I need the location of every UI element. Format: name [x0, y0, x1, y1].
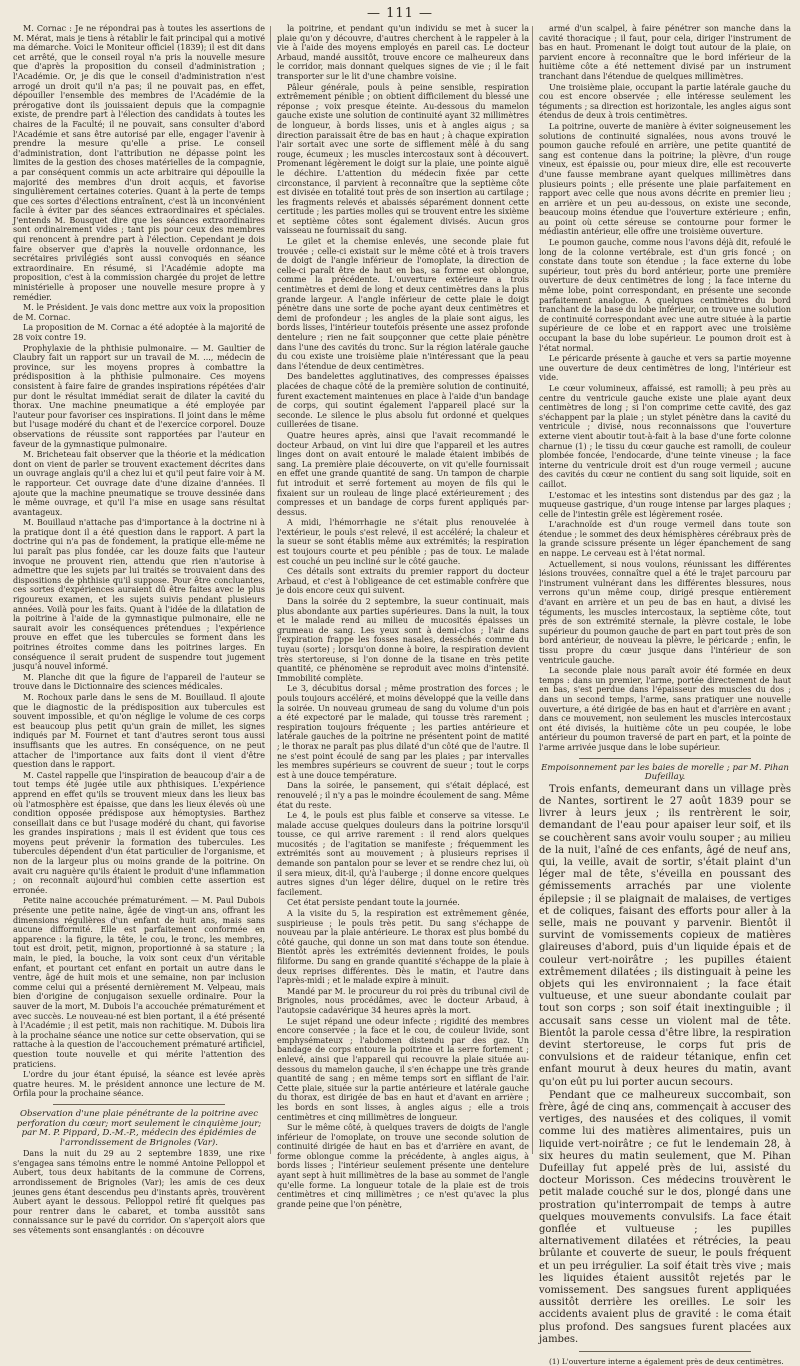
paragraph: Actuellement, si nous voulons, réunissant les différentes lésions trouvées, connaître quel a été le trajet parcouru par l'instrument vulnérant dans les différentes blessures, nous verrons qu'un même coup, dirigé presque entièrement d'avant en arrière et un peu de bas en haut, a divisé les téguments, les muscles intercostaux, la septième côte, tout près de son extrémité sternale, la plèvre costale, le lobe supérieur du poumon gauche de part en part tout près de son bord antérieur, de nouveau la plèvre, le péricarde ; enfin, le tissu propre du cœur jusque dans l'intérieur de son ventricule gauche. [539, 559, 791, 665]
paragraph: Pâleur générale, pouls à peine sensible, respiration extrêmement pénible ; on obtient difficilement du blessé une réponse ; voix presque éteinte. Au-dessous du mamelon gauche existe une solution de continuité ayant 32 millimètres de longueur, à bords lisses, unis et à angles aigus ; sa direction paraissait être de bas en haut ; à chaque expiration l'air sortait avec une sorte de sifflement mêlé à du sang rouge, écumeux ; les muscles intercostaux sont à découvert. Promenant légèrement le doigt sur la plaie, une pointe aiguë le déchire. L'attention du médecin fixée par cette circonstance, il parvient à reconnaître que la septième côte est divisée en totalité tout près de son insertion au cartilage ; les fragments relevés et abaissés séparément donnent cette certitude ; les parties molles qui se trouvent entre les sixième et septième côtes sont également divisés. Aucun gros vaisseau ne fournissait du sang. [277, 82, 529, 236]
paragraph: M. Bouillaud n'attache pas d'importance à la doctrine ni à la pratique dont il a été question dans le rapport. A part la doctrine qui n'a pas de fondement, la pratique elle-même ne lui paraît pas plus fondée, car les douze faits que l'auteur invoque ne prouvent rien, attendu que rien n'autorise à admettre que les sujets par lui traités se trouvaient dans des dispositions de phthisie qu'il suppose. Pour être concluantes, ces sortes d'expériences auraient dû être faites avec le plus rigoureux examen, et les sujets suivis pendant plusieurs années. Voilà pour les faits. Quant à l'idée de la dilatation de la poitrine à l'aide de la gymnastique pulmonaire, elle ne saurait avoir les conséquences prétendues ; l'expérience prouve en effet que les tubercules se forment dans les poitrines étroites comme dans les poitrines larges. En conséquence il serait prudent de suspendre tout jugement jusqu'à nouvel informé. [13, 518, 265, 672]
footnote: (1) L'ouverture interne a également près de deux centimètres. [549, 1357, 784, 1366]
column-1 [13, 24, 265, 1236]
article-body [13, 1149, 265, 1235]
paragraph: Le sujet répand une odeur infecte ; rigidité des membres encore conservée ; la face et le cou, de couleur livide, sont emphysémateux ; l'abdomen distendu par des gaz. Un bandage de corps entoure la poitrine et la serre fortement ; enlevé, ainsi que l'appareil qui recouvre la plaie située au-dessous du mamelon gauche, il s'en échappe une très grande quantité de sang ; en même temps sort en sifflant de l'air. Cette plaie, située sur la partie antérieure et latérale gauche du thorax, est dirigée de bas en haut et d'avant en arrière ; les bords en sont lisses, à angles aigus ; elle a trois centimètres et cinq millimètres de longueur. [277, 1016, 529, 1122]
paragraph: Petite naine accouchée prématurément. — M. Paul Dubois présente une petite naine, âgée de vingt-un ans, offrant les dimensions régulières d'un enfant de huit ans, mais sans aucune difformité. Elle est parfaitement conformée en apparence : la figure, la tête, le cou, le tronc, les membres, tout est droit, petit, mignon, proportionné à sa stature ; la main, le pied, la bouche, la voix sont ceux d'un véritable enfant, et pourtant cet enfant en portait un autre dans le ventre, âgé de huit mois et une semaine, non par inclusion comme celui qui a présenté dernièrement M. Velpeau, mais bien d'origine de conjugaison sexuelle ordinaire. Pour la sauver de la mort, M. Dubois l'a accouchée prématurément et avec succès. Le nouveau-né est bien portant, il a été présenté à l'Académie ; il est petit, mais non rachitique. M. Dubois lira à la prochaine séance une notice sur cette observation, qui se rattache à la question de l'accouchement prématuré artificiel, question toute nouvelle et qui mérite l'attention des praticiens. [13, 896, 265, 1069]
paragraph: La poitrine, ouverte de manière à éviter soigneusement les solutions de continuité signalées, nous avons trouvé le poumon gauche refoulé en arrière, une petite quantité de sang est contenue dans la poitrine; la plèvre, d'un rouge vineux, est épaissie ou, pour mieux dire, elle est recouverte d'une fausse membrane ayant quelques millimètres dans plusieurs points ; elle présente une plaie parfaitement en rapport avec celle que nous avons décrite en premier lieu ; en arrière et un peu au-dessous, on existe une seconde, beaucoup moins étendue que l'ouverture extérieure ; enfin, au point où cette séreuse se contourne pour former le médiastin antérieur, elle offre une troisième ouverture. [539, 121, 791, 237]
paragraph: Le gilet et la chemise enlevés, une seconde plaie fut trouvée ; celle-ci existait sur le même côté et à trois travers de doigt de l'angle inférieur de l'omoplate, la direction de celle-ci paraît être de haut en bas, sa forme est oblongue, comme la précédente. L'ouverture extérieure a trois centimètres et demi de long et deux centimètres dans la plus grande largeur. A l'angle inférieur de cette plaie le doigt pénètre dans une sorte de poche ayant deux centimètres et demi de profondeur ; les angles de la plaie sont aigus, les bords lisses, l'intérieur toutefois présente une assez profonde dentelure ; rien ne fait soupçonner que cette plaie pénètre dans l'une des cavités du tronc. Sur la région latérale gauche du cou existe une troisième plaie n'intéressant que la peau dans l'étendue de deux centimètres. [277, 237, 529, 371]
article-heading: Observation d'une plaie pénétrante de la poitrine avec perforation du cœur; mort seulement le cinquième jour; par M. P. Pippard, D.-M.-P., médecin des épidémies de l'arrondissement de Brignoles (Var). [16, 1108, 262, 1148]
paragraph: Pendant que ce malheureux succombait, son frère, âgé de cinq ans, commençait à accuser des vertiges, des nausées et des coliques, il vomit comme lui des matières alimentaires, puis un liquide vert-noirâtre ; ce fut le lendemain 28, à six heures du matin seulement, que M. Pihan Dufeillay fut appelé près de lui, assisté du docteur Morisson. Ces médecins trouvèrent le petit malade couché sur le dos, plongé dans une prostration qu'interrompait de temps à autre quelques mouvements convulsifs. La face était gonflée et vultueuse ; les pupilles alternativement dilatées et rétrécies, la peau brûlante et couverte de sueur, le pouls fréquent et un peu irrégulier. La soif était très vive ; mais les liquides étaient aussitôt rejetés par le vomissement. Des sangsues furent appliquées aussitôt derrière les oreilles. Le soir les accidents avaient plus de gravité : le coma était plus profond. Des sangsues furent placées aux jambes. [539, 1089, 791, 1345]
paragraph: Dans la nuit du 29 au 2 septembre 1839, une rixe s'engagea sans témoins entre le nommé Antoine Pelloppol et Aubert, tous deux habitants de la commune de Correns, arrondissement de Brignoles (Var); les amis de ces deux jeunes gens étant descendus peu d'instants après, trouvèrent Aubert ayant le dessous. Pelloppol retiré fit quelques pas pour rentrer dans le cabaret, et tomba aussitôt sans connaissance sur le pavé du corridor. On s'aperçoit alors que ses vêtements sont ensanglantés : on découvre [13, 1149, 265, 1236]
paragraph: Le péricarde présente à gauche et vers sa partie moyenne une ouverture de deux centimètres de long, l'intérieur est vide. [539, 354, 791, 383]
footnote-divider [579, 1351, 751, 1352]
section-divider [579, 758, 751, 759]
paragraph: Prophylaxie de la phthisie pulmonaire. — M. Gaultier de Claubry fait un rapport sur un travail de M. ..., médecin de province, sur les moyens propres à combattre la prédisposition à la phthisie pulmonaire. Ces moyens consistent à faire faire de grandes inspirations répétées d'air pur dont le résultat immédiat serait de dilater la cavité du thorax. Une machine pneumatique a été employée par l'auteur pour favoriser ces inspirations. Il joint dans le même but l'usage modéré du chant et de l'exercice corporel. Douze observations de réussite sont rapportées par l'auteur en faveur de la gymnastique pulmonaire. [13, 343, 265, 449]
paragraph: L'arachnoïde est d'un rouge vermeil dans toute son étendue ; le sommet des deux hémisphères cérébraux près de la grande scissure présente un léger épanchement de sang en nappe. Le cerveau est à l'état normal. [539, 520, 791, 559]
paragraph: armé d'un scalpel, à faire pénétrer son manche dans la cavité thoracique ; il faut, pour cela, diriger l'instrument de bas en haut. Promenant le doigt tout autour de la plaie, on parvient encore à reconnaître que le bord inférieur de la huitième côte a été nettement divisé par un instrument tranchant dans l'étendue de quelques millimètres. [539, 24, 791, 81]
column-rule [532, 26, 533, 1154]
column-3 [539, 24, 791, 1366]
paragraph: Le 4, le pouls est plus faible et conserve sa vitesse. Le malade accuse quelques douleurs dans la poitrine lorsqu'il tousse, ce qui arrive rarement : il rend alors quelques mucosités ; de l'agitation se manifeste ; fréquemment les extrémités sont au mouvement ; à plusieurs reprises il demande son pantalon pour se lever et se rendre chez lui, où il sera mieux, dit-il, qu'à l'auberge ; il donne encore quelques autres signes d'un léger délire, duquel on le retire très facilement. [277, 811, 529, 897]
article-body [539, 784, 791, 1346]
paragraph: Des bandelettes agglutinatives, des compresses épaisses placées de chaque côté de la première solution de continuité, furent exactement maintenues en place à l'aide d'un bandage de corps, qui soutint également l'appareil placé sur la seconde. Le silence le plus absolu fut ordonné et quelques cuillerées de tisane. [277, 372, 529, 430]
paragraph: A la visite du 5, la respiration est extrêmement gênée, suspirieuse ; le pouls très petit. Du sang s'échappe de nouveau par la plaie antérieure. Le thorax est plus bombé du côté gauche, qui donne un son mat dans toute son étendue. Bientôt après les extrémités deviennent froides, le pouls filiforme. Du sang en grande quantité s'échappe de la plaie à deux reprises différentes. Dès le matin, et l'autre dans l'après-midi ; et le malade expire à minuit. [277, 909, 529, 986]
paragraph: Dans la soirée du 2 septembre, la sueur continuait, mais plus abondante aux parties supérieures. Dans la nuit, la toux et le malade rend au milieu de mucosités épaisses un grumeau de sang. Les yeux sont à demi-clos ; l'air dans l'expiration frappe les fosses nasales, desséchés comme du tuyau (sorte) ; lorsqu'on donne à boire, la respiration devient très stertoreuse, si l'on donne de la tisane en très petite quantité, ce phénomène se reproduit avec moins d'intensité. Immobilité complète. [277, 597, 529, 683]
article-heading: Empoisonnement par les baies de morelle ; par M. Pihan Dufeillay. [541, 762, 789, 783]
page-number: — 111 — [366, 6, 434, 21]
paragraph: Le cœur volumineux, affaissé, est ramolli; à peu près au centre du ventricule gauche existe une plaie ayant deux centimètres de long ; si l'on comprime cette cavité, des gaz s'échappent par la plaie ; un stylet pénètre dans la cavité du ventricule ; divisé, nous reconnaissons que l'ouverture externe vient aboutir tout-à-fait à la base d'une forte colonne charnue (1) ; le tissu du cœur gauche est ramolli, de couleur plombée foncée, l'endocarde, d'une teinte vineuse ; la face interne du ventricule droit est d'un rouge vermeil ; aucune des cavités du cœur ne contient du sang soit liquide, soit en caillot. [539, 383, 791, 489]
paragraph: M. Planche dit que la figure de l'appareil de l'auteur se trouve dans le Dictionnaire des sciences médicales. [13, 672, 265, 692]
section-divider [53, 1104, 225, 1105]
paragraph: Trois enfants, demeurant dans un village près de Nantes, sortirent le 27 août 1839 pour se livrer à leurs jeux ; ils rentrèrent le soir, demandant de l'eau pour apaiser leur soif, et ils se couchèrent sans avoir voulu souper ; au milieu de la nuit, l'aîné de ces enfants, âgé de neuf ans, qui, la veille, avait de sortir, s'était plaint d'un léger mal de tête, s'éveilla en poussant des gémissements arrachés par une violente épilepsie ; il se plaignait de malaises, de vertiges et de coliques, faisant des efforts pour aller à la selle, mais ne pouvant y parvenir. Bientôt il survint de vomissements copieux de matières glaireuses d'abord, puis d'un liquide épais et de couleur vert-noirâtre ; les pupilles étaient extrêmement dilatées ; ils distinguait à peine les objets qui les environnaient ; la face était vultueuse, et une sueur abondante coulait par tout son corps ; son soif était inextinguible ; il accusait sans cesse un violent mal de tête. Bientôt la parole cessa d'être libre, la respiration devint stertoreuse, le corps fut pris de convulsions et de raideur tétanique, enfin cet enfant mourut à deux heures du matin, avant qu'on eût pu lui porter aucun secours. [539, 783, 791, 1088]
column-2-text [277, 24, 529, 1209]
paragraph: M. le Président. Je vais donc mettre aux voix la proposition de M. Cornac. [13, 303, 265, 322]
paragraph: Cet état persiste pendant toute la journée. [287, 898, 460, 908]
paragraph: Quatre heures après, ainsi que l'avait recommandé le docteur Arbaud, on vint lui dire que l'appareil et les autres linges dont on avait entouré le malade étaient imbibés de sang. La première plaie découverte, on vit qu'elle fournissait en effet une grande quantité de sang. Un tampon de charpie fut introduit et serré fortement au moyen de fils qui le fixaient sur un rouleau de linge placé extérieurement ; des compresses et un bandage de corps furent appliqués par-dessus. [277, 430, 529, 517]
column-rule [270, 26, 271, 1154]
paragraph: Sur le même côté, à quelques travers de doigts de l'angle inférieur de l'omoplate, on trouve une seconde solution de continuité dirigée de haut en bas et d'arrière en avant, de forme oblongue comme la précédente, à angles aigus, à bords lisses ; l'intérieur seulement présente une dentelure ayant sept à huit millimètres de la base au sommet de l'angle qu'elle forme. La longueur totale de la plaie est de trois centimètres et cinq millimètres ; ce n'est qu'avec la plus grande peine que l'on pénètre, [277, 1123, 529, 1209]
paragraph: L'ordre du jour étant épuisé, la séance est levée après quatre heures. M. le président annonce une lecture de M. Orfila pour la prochaine séance. [13, 1070, 265, 1099]
paragraph: Dans la soirée, le pansement, qui s'était déplacé, est renouvelé ; il n'y a pas le moindre écoulement de sang. Même état du reste. [277, 781, 529, 810]
column-2 [277, 24, 529, 1209]
paragraph: M. Castel rappelle que l'inspiration de beaucoup d'air a de tout temps été jugée utile aux phthisiques. L'expérience apprend en effet qu'ils se trouvent mieux dans les lieux bas où l'atmosphère est épaisse, que dans les lieux élevés où une condition opposée prédispose aux hémoptysies. Barthez conseillait dans ce but l'usage modéré du chant, qui favorise les grandes inspirations ; mais il est évident que tous ces moyens peut prévenir la formation des tubercules. Les tubercules dépendent d'un état particulier de l'organisme, et non de la largeur plus ou moins grande de la poitrine. On avait cru naguère qu'ils étaient le produit d'une inflammation ; on reconnaît aujourd'hui combien cette assertion est erronée. [13, 770, 265, 895]
paragraph: M. Bricheteau fait observer que la théorie et la médication dont on vient de parler se trouvent exactement décrites dans un ouvrage anglais qu'il a chez lui et qu'il peut faire voir à M. le rapporteur. Cet ouvrage date d'une dizaine d'années. Il ajoute que la machine pneumatique se trouve dessinée dans le même ouvrage, et qu'il l'a mise en usage sans résultat avantageux. [13, 450, 265, 517]
column-1-text [13, 24, 265, 1099]
paragraph: M. Rochoux parle dans le sens de M. Bouillaud. Il ajoute que le diagnostic de la prédisposition aux tubercules est souvent impossible, et qu'on néglige le volume de ces corps est beaucoup plus petit qu'un grain de millet, les signes indiqués par M. Fournet et tant d'autres seront tous aussi insuffisants que les autres. En conséquence, on ne peut attacher de l'importance aux faits dont il vient d'être question dans le rapport. [13, 692, 265, 770]
paragraph: Une troisième plaie, occupant la partie latérale gauche du cou est encore observée ; elle intéresse seulement les téguments ; sa direction est horizontale, les angles aigus sont étendus de deux à trois centimètres. [539, 82, 791, 121]
paragraph: Mandé par M. le procureur du roi près du tribunal civil de Brignoles, nous procédâmes, avec le docteur Arbaud, à l'autopsie cadavérique 34 heures après la mort. [277, 986, 529, 1015]
paragraph: Ces détails sont extraits du premier rapport du docteur Arbaud, et c'est à l'obligeance de cet estimable confrère que je dois encore ceux qui suivent. [277, 567, 529, 596]
paragraph: A midi, l'hémorrhagie ne s'était plus renouvelée à l'extérieur, le pouls s'est relevé, il est accéléré; la chaleur et la sueur se sont établis même aux extrémités; la respiration est toujours courte et peu pénible ; pas de toux. Le malade est couché un peu incliné sur le côté gauche. [277, 518, 529, 566]
paragraph: Le poumon gauche, comme nous l'avons déjà dit, refoulé le long de la colonne vertébrale, est d'un gris foncé ; on constate dans toute son étendue ; la face externe du lobe supérieur, tout près du bord antérieur, porte une première ouverture de deux centimètres de long ; la face interne du même lobe, point correspondant, en présente une seconde parfaitement analogue. A quelques centimètres du bord tranchant de la base du lobe inférieur, on trouve une solution de continuité correspondant avec une autre située à la partie supérieure de ce lobe et en rapport avec une troisième occupant la base du lobe supérieur. Le poumon droit est à l'état normal. [539, 238, 791, 353]
paragraph: la poitrine, et pendant qu'un individu se met à sucer la plaie qu'on y découvre, d'autres cherchent à le rappeler à la vie à l'aide des moyens employés en pareil cas. Le docteur Arbaud, mandé aussitôt, trouve encore ce malheureux dans le corridor, mais donnant quelques signes de vie ; il le fait transporter sur le lit d'une chambre voisine. [277, 24, 529, 81]
paragraph: Le 3, décubitus dorsal ; même prostration des forces ; le pouls toujours accéléré, et moins développé que la veille dans la soirée. Un nouveau grumeau de sang du volume d'un pois a été expectoré par le malade, qui tousse très rarement ; respiration toujours fréquente ; les parties antérieure et latérale gauches de la poitrine ne présentent point de matité ; le thorax ne paraît pas plus dilaté d'un côté que de l'autre. Il ne s'est point écoulé de sang par les plaies ; par intervalles les membres supérieurs se couvrent de sueur ; tout le corps est à une douce température. [277, 684, 529, 780]
paragraph: M. Cornac : Je ne répondrai pas à toutes les assertions de M. Mérat, mais je tiens à rétablir le fait principal qui a motivé ma démarche. Voici le Moniteur officiel (1839); il est dit dans cet arrêté, que le conseil royal n'a pris la nouvelle mesure que d'après la proposition du conseil d'administration ; l'Académie. Or, je dis que le conseil d'administration n'est arrogé un droit qu'il n'a pas; il ne pouvait pas, en effet, dépouiller l'ensemble des membres de l'Académie de la prérogative dont ils jouissaient depuis que la compagnie existe, de prendre part à l'élection des candidats à toutes les chaires de la Faculté; il ne pouvait, sans consulter d'abord l'Académie et sans être autorisé par elle, engager l'avenir à prendre la mesure qu'elle a prise. Le conseil d'administration, dont l'attribution ne dépasse point les limites de la gestion des choses matérielles de la compagnie, a par conséquent commis un acte arbitraire qui dépouille la majorité des membres d'un droit acquis, et favorise singulièrement certaines coteries. Quant à la perte de temps que ces sortes d'élections entraînent, c'est là un inconvénient facile à éviter par des séances extraordinaires et spéciales. J'entends M. Bousquet dire que les séances extraordinaires sont ordinairement vides ; tant pis pour ceux des membres qui renoncent à prendre part à l'élection. Cependant je dois faire observer que d'après la nouvelle ordonnance, les secrétaires privilégiés sont aussi convoqués en séance extraordinaire. En résumé, si l'Académie adopte ma proposition, c'est à la commission chargée du projet de lettre ministérielle à proposer une nouvelle mesure propre à y remédier. [13, 24, 265, 302]
column-3-text [539, 24, 791, 753]
paragraph: La seconde plaie nous paraît avoir été formée en deux temps : dans un premier, l'arme, portée directement de haut en bas, s'est perdue dans l'épaisseur des muscles du dos ; dans un second temps, l'arme, sans pratiquer une nouvelle ouverture, a été dirigée de bas en haut et d'arrière en avant ; dans ce mouvement, non seulement les muscles intercostaux ont été divisés, la huitième côte un peu coupée, le lobe antérieur du poumon traversé de part en part, et la pointe de l'arme arrivée jusque dans le lobe supérieur. [539, 666, 791, 752]
paragraph: La proposition de M. Cornac a été adoptée à la majorité de 28 voix contre 19. [13, 323, 265, 342]
paragraph: L'estomac et les intestins sont distendus par des gaz ; la muqueuse gastrique, d'un rouge intense par larges plaques ; celle de l'intestin grêle est légèrement rosée. [539, 490, 791, 519]
